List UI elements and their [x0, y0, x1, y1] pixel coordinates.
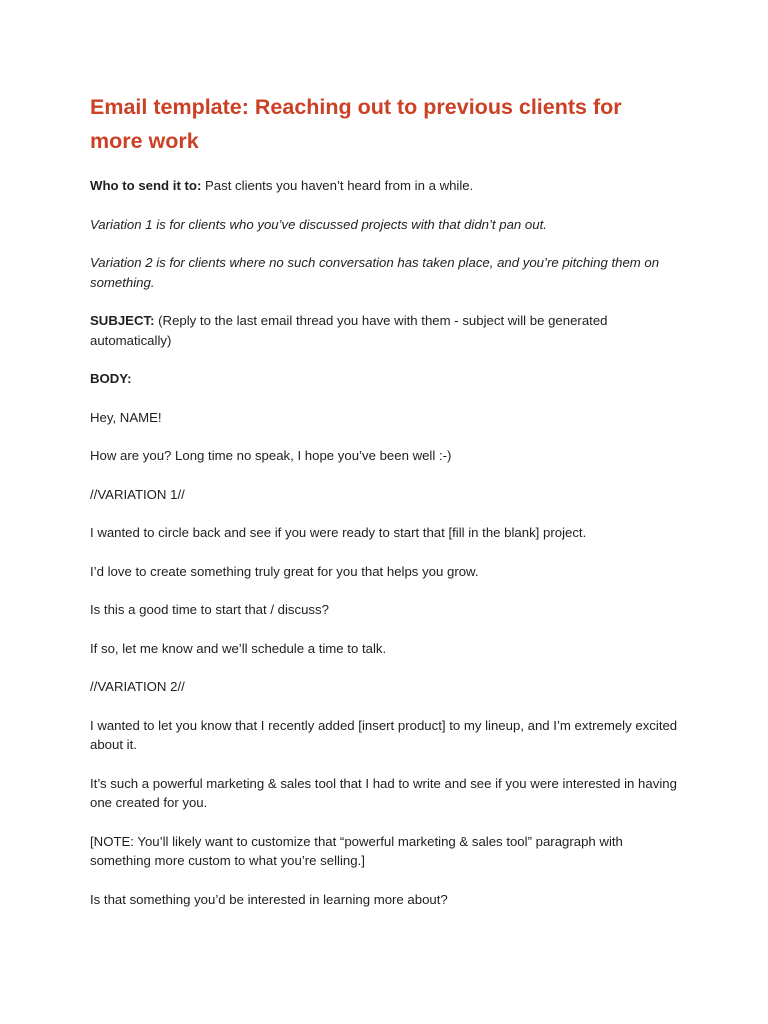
variation-2-note: [NOTE: You’ll likely want to customize that “powerful marketing & sales tool” paragraph with something more custom to what you’re selling.] — [90, 833, 623, 868]
document-title: Email template: Reaching out to previous clients for more work — [90, 95, 622, 153]
variation-1-paragraph-1: I wanted to circle back and see if you were ready to start that [fill in the blank] project. — [90, 525, 587, 540]
subject-text: (Reply to the last email thread you have with them - subject will be generated automatically) — [90, 313, 608, 348]
who-to-send-text: Past clients you haven’t heard from in a while. — [201, 178, 474, 193]
variation-2-note: Variation 2 is for clients where no such conversation has taken place, and you’re pitching them on something. — [90, 255, 660, 290]
document-page — [90, 90, 680, 928]
body-label: BODY: — [90, 371, 132, 386]
email-opener: How are you? Long time no speak, I hope you’ve been well :-) — [90, 448, 452, 463]
variation-2-marker: //VARIATION 2// — [90, 679, 185, 694]
variation-2-paragraph-2: It’s such a powerful marketing & sales tool that I had to write and see if you were interested in having one created for you. — [90, 775, 677, 810]
who-to-send-label: Who to send it to: — [90, 178, 202, 193]
variation-2-paragraph-1: I wanted to let you know that I recently added [insert product] to my lineup, and I’m extremely excited about it. — [90, 717, 678, 752]
variation-1-paragraph-4: If so, let me know and we’ll schedule a time to talk. — [90, 640, 387, 656]
who-to-send-paragraph — [90, 176, 680, 196]
variation-1-paragraph-3: Is this a good time to start that / discuss? — [90, 602, 329, 617]
email-greeting: Hey, NAME! — [90, 409, 162, 425]
subject-label: SUBJECT: — [90, 313, 155, 328]
variation-1-marker: //VARIATION 1// — [90, 486, 185, 502]
variation-2-paragraph-3: Is that something you’d be interested in learning more about? — [90, 891, 448, 907]
subject-paragraph — [90, 311, 680, 350]
variation-1-paragraph-2: I’d love to create something truly great for you that helps you grow. — [90, 563, 479, 579]
variation-1-note: Variation 1 is for clients who you’ve discussed projects with that didn’t pan out. — [90, 216, 547, 232]
